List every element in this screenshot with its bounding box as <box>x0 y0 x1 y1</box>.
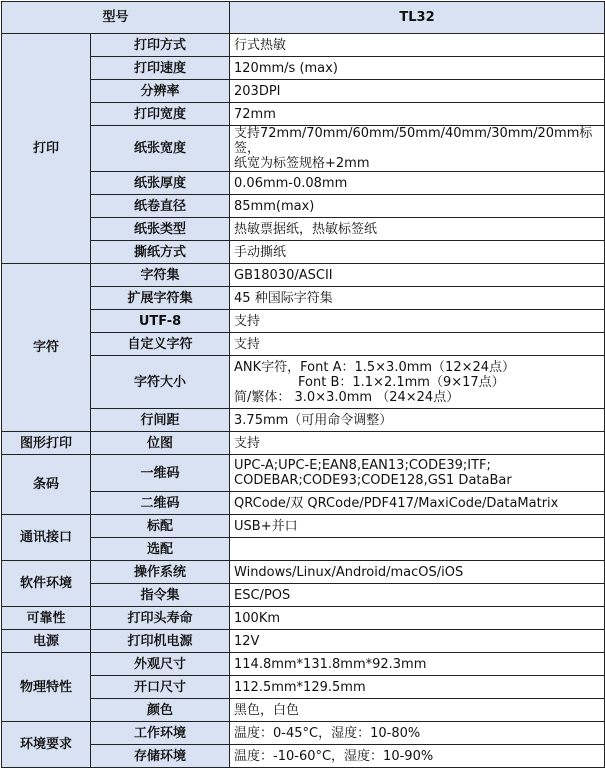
spec-value: 85mm(max) <box>230 195 605 218</box>
spec-label: 标配 <box>91 515 230 538</box>
spec-label: 开口尺寸 <box>91 676 230 699</box>
table-row <box>2 333 605 356</box>
spec-label: 一维码 <box>91 455 230 492</box>
spec-label: 操作系统 <box>91 561 230 584</box>
spec-value: 黑色，白色 <box>230 699 605 722</box>
table-row <box>2 34 605 57</box>
spec-value: Windows/Linux/Android/macOS/iOS <box>230 561 605 584</box>
spec-value-line: 支持72mm/70mm/60mm/50mm/40mm/30mm/20mm标签， <box>234 126 593 156</box>
spec-value-line: UPC-A;UPC-E;EAN8,EAN13;CODE39;ITF; <box>234 458 491 473</box>
spec-value: 112.5mm*129.5mm <box>230 676 605 699</box>
table-row <box>2 607 605 630</box>
spec-label: 选配 <box>91 538 230 561</box>
table-row <box>2 584 605 607</box>
table-row <box>2 653 605 676</box>
table-row <box>2 432 605 455</box>
table-row <box>2 126 605 172</box>
spec-label: 分辨率 <box>91 80 230 103</box>
spec-value: 114.8mm*131.8mm*92.3mm <box>230 653 605 676</box>
category-power: 电源 <box>2 630 91 653</box>
spec-label: UTF-8 <box>91 310 230 333</box>
spec-value: 45 种国际字符集 <box>230 287 605 310</box>
category-comm: 通讯接口 <box>2 515 91 561</box>
table-row <box>2 676 605 699</box>
spec-value <box>230 126 605 172</box>
table-row <box>2 287 605 310</box>
spec-value: 支持 <box>230 310 605 333</box>
spec-value: USB+并口 <box>230 515 605 538</box>
spec-label: 打印机电源 <box>91 630 230 653</box>
spec-label: 扩展字符集 <box>91 287 230 310</box>
table-row <box>2 218 605 241</box>
spec-value: 12V <box>230 630 605 653</box>
table-row <box>2 195 605 218</box>
table-row <box>2 492 605 515</box>
spec-value: 72mm <box>230 103 605 126</box>
spec-label: 行间距 <box>91 409 230 432</box>
spec-value: 手动撕纸 <box>230 241 605 264</box>
spec-value <box>230 356 605 409</box>
spec-value: 热敏票据纸，热敏标签纸 <box>230 218 605 241</box>
spec-label: 二维码 <box>91 492 230 515</box>
spec-value: 支持 <box>230 432 605 455</box>
category-print: 打印 <box>2 34 91 264</box>
spec-label: 颜色 <box>91 699 230 722</box>
spec-label: 字符集 <box>91 264 230 287</box>
spec-label: 纸张类型 <box>91 218 230 241</box>
table-row <box>2 57 605 80</box>
table-row <box>2 745 605 768</box>
spec-value: QRCode/双 QRCode/PDF417/MaxiCode/DataMatrix <box>230 492 605 515</box>
spec-label: 纸张宽度 <box>91 126 230 172</box>
spec-value: 行式热敏 <box>230 34 605 57</box>
spec-label: 存储环境 <box>91 745 230 768</box>
spec-label: 打印宽度 <box>91 103 230 126</box>
spec-label: 自定义字符 <box>91 333 230 356</box>
category-chars: 字符 <box>2 264 91 432</box>
table-row <box>2 172 605 195</box>
spec-label: 字符大小 <box>91 356 230 409</box>
table-row <box>2 538 605 561</box>
spec-value: 203DPI <box>230 80 605 103</box>
spec-label: 指令集 <box>91 584 230 607</box>
table-row <box>2 561 605 584</box>
spec-value <box>230 538 605 561</box>
spec-value-line: Font B：1.1×2.1mm（9×17点） <box>298 374 505 390</box>
category-barcode: 条码 <box>2 455 91 515</box>
spec-value-line: CODEBAR;CODE93;CODE128,GS1 DataBar <box>234 473 512 488</box>
spec-value: 100Km <box>230 607 605 630</box>
spec-label: 打印方式 <box>91 34 230 57</box>
table-row <box>2 356 605 409</box>
table-row <box>2 455 605 492</box>
spec-value-line: 纸宽为标签规格+2mm <box>234 156 370 171</box>
table-row <box>2 241 605 264</box>
spec-value <box>230 455 605 492</box>
spec-value: GB18030/ASCII <box>230 264 605 287</box>
table-row <box>2 699 605 722</box>
category-reliability: 可靠性 <box>2 607 91 630</box>
category-physical: 物理特性 <box>2 653 91 722</box>
table-row <box>2 264 605 287</box>
spec-value: 温度：0-45°C，湿度：10-80% <box>230 722 605 745</box>
category-environment: 环境要求 <box>2 722 91 768</box>
spec-label: 撕纸方式 <box>91 241 230 264</box>
table-row <box>2 409 605 432</box>
model-label: 型号 <box>2 2 230 34</box>
spec-value: 0.06mm-0.08mm <box>230 172 605 195</box>
spec-label: 外观尺寸 <box>91 653 230 676</box>
table-row <box>2 630 605 653</box>
table-row <box>2 80 605 103</box>
spec-value: ESC/POS <box>230 584 605 607</box>
spec-value: 3.75mm（可用命令调整） <box>230 409 605 432</box>
table-row <box>2 310 605 333</box>
spec-label: 纸卷直径 <box>91 195 230 218</box>
spec-value: 支持 <box>230 333 605 356</box>
table-row <box>2 515 605 538</box>
spec-label: 纸张厚度 <box>91 172 230 195</box>
spec-value: 温度：-10-60°C，湿度：10-90% <box>230 745 605 768</box>
table-row <box>2 722 605 745</box>
spec-label: 打印头寿命 <box>91 607 230 630</box>
spec-label: 打印速度 <box>91 57 230 80</box>
spec-value: 120mm/s (max) <box>230 57 605 80</box>
spec-label: 位图 <box>91 432 230 455</box>
spec-table <box>1 1 605 768</box>
table-row <box>2 103 605 126</box>
spec-value-line: 简/繁体： 3.0×3.0mm （24×24点） <box>234 389 460 405</box>
spec-value-line: ANK字符，Font A：1.5×3.0mm（12×24点） <box>234 359 516 375</box>
spec-label: 工作环境 <box>91 722 230 745</box>
category-software: 软件环境 <box>2 561 91 607</box>
category-graphics: 图形打印 <box>2 432 91 455</box>
table-header-row <box>2 2 605 34</box>
model-value: TL32 <box>230 2 605 34</box>
